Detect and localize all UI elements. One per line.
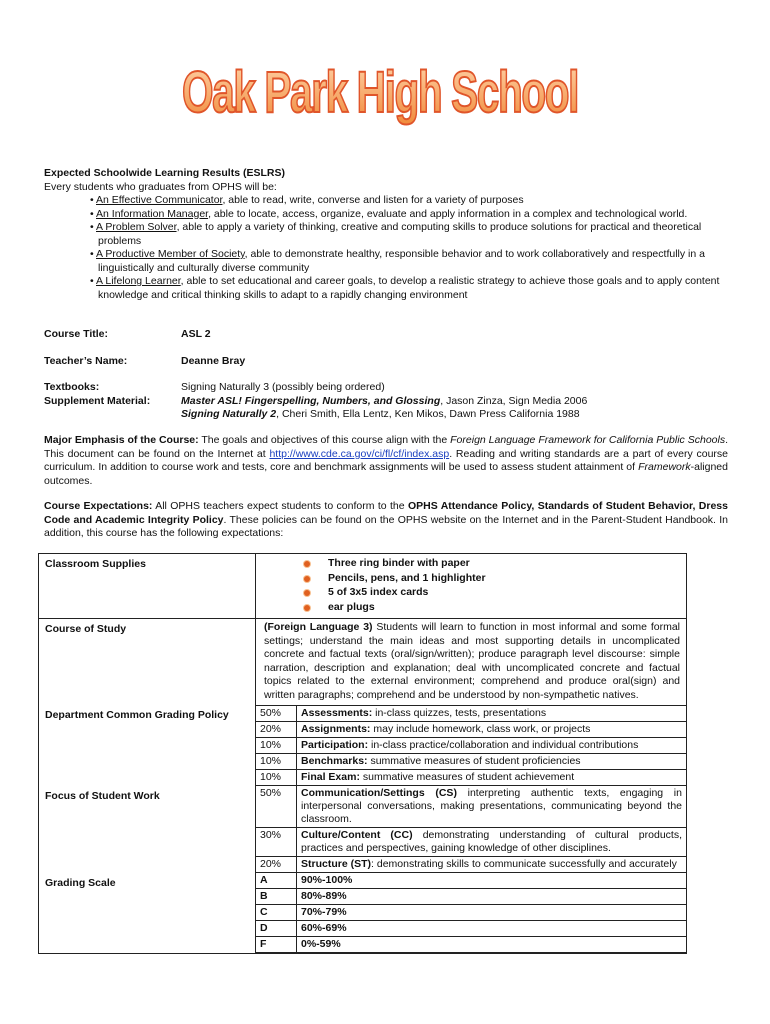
scale-range: 60%-69% [297,920,687,936]
eslrs-title: Expected Schoolwide Learning Results (ESLRS) [44,167,285,179]
supply-item [304,600,686,615]
policy-desc [297,705,687,721]
focus-table [256,786,686,873]
focus-text: demonstrating understanding of cultural products, practices and perspectives, gaining knowledge of other disciplines. [301,828,682,854]
expectations-text: . These policies can be found on the OPHS website on the Internet and in the Parent-Student Handbook. In addition, this course has the following expectations: [44,513,728,539]
policy-row [256,737,686,753]
emphasis-text: . This document can be found on the Internet at [44,434,729,460]
textbook-item [181,395,741,409]
eslrs-desc: , able to demonstrate healthy, responsible behavior and to work collaboratively and respectfully in a linguistically and culturally diverse community [98,248,705,274]
emphasis-paragraph [44,434,728,488]
policy-row [256,705,686,721]
eslrs-item: • A Productive Member of Society, able to demonstrate healthy, responsible behavior and to work collaboratively and respectfully in a linguistically and culturally diverse community [90,248,705,274]
supply-text: Pencils, pens, and 1 highlighter [328,571,486,584]
grading-policy-row [39,705,687,786]
teacher-value: Deanne Bray [181,355,246,367]
policy-name: Participation: [301,738,369,751]
focus-desc [297,827,687,856]
study-label: Course of Study [39,619,256,705]
eslrs-desc: , able to locate, access, organize, evaluate and apply information in a complex and technological world. [208,207,688,220]
supplies-list [256,554,686,618]
eslrs-intro: Every students who graduates from OPHS will be: [44,180,277,193]
scale-range: 80%-89% [297,888,687,904]
scale-item-row [256,888,686,904]
eslrs-term: An Effective Communicator [96,194,223,206]
policy-percent: 50% [256,705,297,721]
policy-percent: 10% [256,753,297,769]
policy-name: Assessments: [301,706,373,719]
scale-row [39,873,687,954]
policy-row [256,753,686,769]
scale-grade: B [256,888,297,904]
focus-item-row [256,786,686,828]
scale-grade: D [256,920,297,936]
focus-percent: 50% [256,786,297,828]
policy-text: in-class practice/collaboration and individual contributions [368,738,639,751]
focus-name: Culture/Content (CC) [301,828,413,841]
framework-title: Foreign Language Framework for California Public Schools [450,434,726,446]
scale-range: 70%-79% [297,904,687,920]
teacher-label: Teacher’s Name: [44,355,128,367]
supply-text: ear plugs [328,600,375,613]
supply-text: Three ring binder with paper [328,557,470,569]
eslrs-item: • An Information Manager, able to locate, access, organize, evaluate and apply information in a complex and technological world. [90,207,688,220]
focus-label: Focus of Student Work [39,786,256,873]
emphasis-text: . Reading and writing standards are a part of every course curriculum. In addition to course work and tests, core and benchmark assignments will be used to assess student attainment of [44,447,728,473]
course-title-label: Course Title: [44,328,108,340]
policy-desc [297,737,687,753]
expectations-label: Course Expectations: [44,500,153,512]
policy-text: summative measures of student proficiencies [367,754,581,767]
study-level: (Foreign Language 3) [264,621,373,633]
focus-text: interpreting authentic texts, engaging in interpersonal conversations, making presentations, communicating beyond the classroom. [301,786,682,825]
textbooks-list [181,381,741,422]
focus-cell [256,786,687,873]
scale-label: Grading Scale [39,873,256,954]
scale-item-row [256,873,686,889]
policy-percent: 20% [256,721,297,737]
policy-text: in-class quizzes, tests, presentations [372,706,547,719]
policies-names: OPHS Attendance Policy, Standards of Student Behavior, Dress Code and Academic Integrity Policy [44,500,728,526]
eslrs-desc: , able to set educational and career goals, to develop a realistic strategy to achieve those goals and to apply content knowledge and critical thinking skills to adapt to a rapidly changing environment [98,275,720,301]
supplies-cell [256,554,687,619]
scale-range: 90%-100% [297,873,687,889]
focus-percent: 20% [256,856,297,872]
eslrs-desc: , able to read, write, converse and listen for a variety of purposes [222,194,524,206]
focus-text: : demonstrating skills to communicate successfully and accurately [371,857,677,870]
scale-item-row [256,904,686,920]
school-logo [180,54,580,128]
focus-name: Communication/Settings (CS) [301,786,457,799]
emphasis-text: The goals and objectives of this course align with the [198,434,451,446]
textbook-details: , Cheri Smith, Ella Lentz, Ken Mikos, Dawn Press California 1988 [276,408,580,420]
scale-grade: C [256,904,297,920]
supply-item [304,571,686,586]
focus-item-row [256,827,686,856]
policy-text: may include homework, class work, or projects [370,722,591,735]
framework-link[interactable]: http://www.cde.ca.gov/ci/fl/cf/index.asp [269,447,450,460]
textbook-item [181,408,741,422]
grading-policy-cell [256,705,687,786]
supplement-label: Supplement Material: [44,394,151,407]
eslrs-item: • A Lifelong Learner, able to set educational and career goals, to develop a realistic strategy to achieve those goals and to apply content knowledge and critical thinking skills to adapt to a rapidly changing environment [90,275,720,301]
textbook-title: Signing Naturally 2 [181,408,277,420]
focus-percent: 30% [256,827,297,856]
textbooks-label: Textbooks: [44,381,100,393]
bullet-icon [304,590,310,596]
policy-name: Assignments: [301,722,371,735]
focus-desc [297,856,687,872]
supply-text: 5 of 3x5 index cards [328,586,429,598]
policy-name: Final Exam: [301,770,360,783]
focus-name: Structure (ST) [301,857,372,870]
framework-short: Framework [638,461,691,473]
eslrs-item: • A Problem Solver, able to apply a variety of thinking, creative and computing skills to produce solutions for practical and theoretical problems [90,221,702,247]
scale-grade: F [256,936,297,952]
focus-row [39,786,687,873]
expectations-text: All OPHS teachers expect students to conform to the [152,500,408,512]
policy-text: summative measures of student achievement [359,770,575,783]
eslrs-list [44,194,728,302]
expectations-paragraph [44,500,728,541]
supply-item [304,585,686,600]
emphasis-label: Major Emphasis of the Course: [44,434,199,446]
policy-desc [297,753,687,769]
scale-item-row [256,936,686,952]
study-description: Students will learn to function in most informal and some formal settings; understand the main ideas and most supporting details in uncomplicated concrete and factual texts (oral/sign/written); produce paragraph level discourse: simple narration, description and explanation; deal with uncomplicated concrete and factual topics related to the external environment; comprehend and produce oral(sign) and written paragraphs; comprehend and be understood by non-sympathetic natives. [264,621,680,701]
eslrs-desc: , able to apply a variety of thinking, creative and computing skills to produce solutions for practical and theoretical problems [98,221,702,247]
grading-policy-table [256,705,686,786]
logo-text: Oak Park High School [182,60,578,125]
policy-percent: 10% [256,769,297,785]
scale-grade: A [256,873,297,889]
grading-policy-label: Department Common Grading Policy [39,705,256,786]
policy-desc [297,721,687,737]
textbook-item: Signing Naturally 3 (possibly being ordered) [181,381,385,393]
course-details-table [38,553,687,954]
study-row [39,619,687,705]
textbook-details: , Jason Zinza, Sign Media 2006 [440,394,588,407]
textbook-title: Master ASL! Fingerspelling, Numbers, and Glossing [181,394,441,407]
policy-row [256,721,686,737]
course-title-value: ASL 2 [181,328,211,340]
focus-desc [297,786,687,828]
eslrs-term: A Productive Member of Society [96,248,245,260]
supply-item [304,556,686,571]
policy-desc [297,769,687,785]
bullet-icon [304,561,310,567]
study-text [256,619,686,705]
eslrs-term: A Problem Solver [96,221,177,233]
scale-item-row [256,920,686,936]
supplies-row [39,554,687,619]
scale-cell [256,873,687,954]
policy-row [256,769,686,785]
supplies-label: Classroom Supplies [39,554,256,619]
eslrs-term: A Lifelong Learner [96,275,181,287]
policy-name: Benchmarks: [301,754,368,767]
eslrs-section [44,167,728,302]
bullet-icon [304,605,310,611]
emphasis-text: -aligned outcomes. [44,461,728,487]
scale-range: 0%-59% [297,936,687,952]
bullet-icon [304,576,310,582]
policy-percent: 10% [256,737,297,753]
study-cell [256,619,687,705]
eslrs-item: • An Effective Communicator, able to read, write, converse and listen for a variety of purposes [90,194,524,206]
focus-item-row [256,856,686,872]
eslrs-term: An Information Manager [96,207,209,220]
scale-table [256,873,686,953]
